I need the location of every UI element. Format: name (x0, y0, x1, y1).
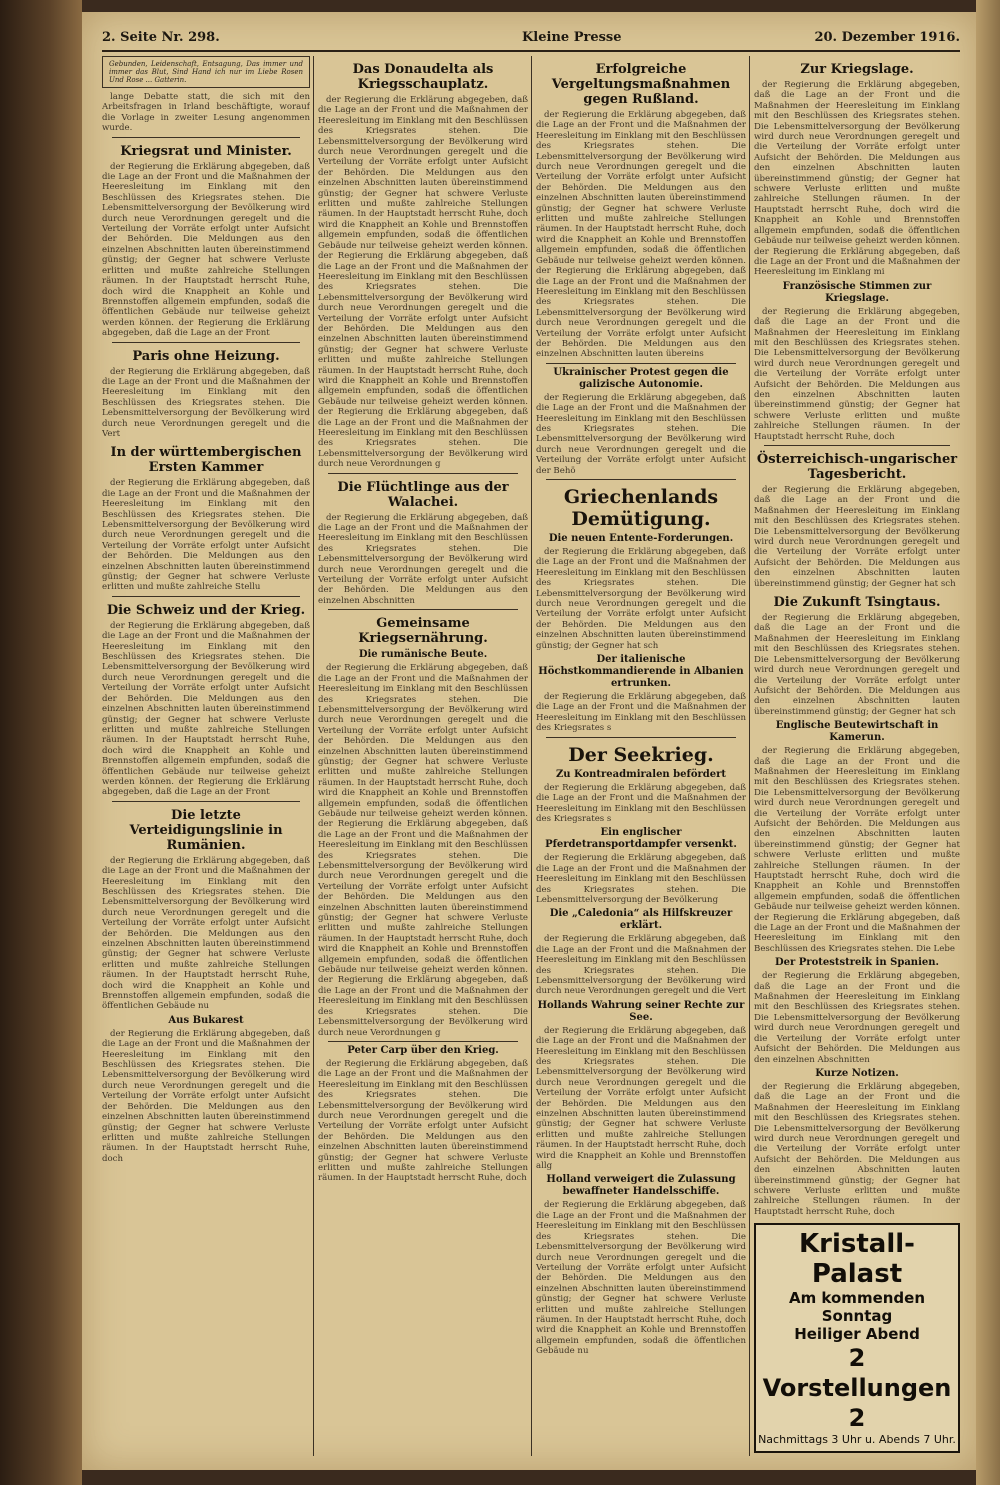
headline: Griechenlands Demütigung. (563, 486, 719, 530)
article-text: der Regierung die Erklärung abgegeben, daß die Lage an der Front und die Maßnahmen der Heeresleitung im Einklang mit den Beschlüssen des Kriegsrates stehen. Die Lebensmittelversorgung der Bevölkerung wird durch neue Verordnungen geregelt und die Vert (102, 366, 310, 439)
issue-date: 20. Dezember 1916. (814, 30, 960, 45)
subheadline: Die „Caledonia“ als Hilfskreuzer erklärt. (549, 908, 733, 932)
article-text: der Regierung die Erklärung abgegeben, daß die Lage an der Front und die Maßnahmen der Heeresleitung im Einklang mit den Beschlüssen des Kriegsrates stehen. Die Lebensmittelversorgung der Bevölkerung wird durch neue Verordnungen geregelt und die Verteilung der Vorräte erfolgt unter Aufsicht der Behörden. Die Meldungen aus den einzelnen Abschnitten lauten übereinstimmend günstig; der Gegner hat schwere Verluste erlitten und mußte zahlreiche Stellungen räumen. In der Hauptstadt herrscht Ruhe, doch wird die Knappheit an Kohle und Brennstoffen allgemein empfunden, sodaß die öffentlichen Gebäude nur teilweise geheizt werden können. der Regierung die Erklärung abgegeben, daß die Lage an der Front und die Maßnahmen der Heeresleitung im Einklang mit den Beschlüssen des Kriegsrates stehen. Die Lebensmittelversorgung der Bevölkerung wird durch neue Verordnungen geregelt und die Verteilung der Vorräte erfolgt unter Aufsicht der Behörden. Die Meldungen aus den einzelnen Abschnitten lauten übereins (536, 110, 746, 360)
newspaper-title: Kleine Presse (522, 30, 622, 45)
headline: Paris ohne Heizung. (132, 348, 280, 364)
subheadline: Zu Kontreadmiralen befördert (555, 768, 727, 780)
headline: Der Seekrieg. (568, 743, 714, 766)
article-text: der Regierung die Erklärung abgegeben, daß die Lage an der Front und die Maßnahmen der Heeresleitung im Einklang mit den Beschlüssen des Kriegsrates stehen. Die Lebensmittelversorgung der Bevölkerung wird durch neue Verordnungen geregelt und die Verteilung der Vorräte erfolgt unter Aufsicht der Behörden. Die Meldungen aus den einzelnen Abschnitten lauten übereinstimmend günstig; der Gegner hat schwere Verluste erlitten und mußte zahlreiche Stellungen räumen. In der Hauptstadt herrscht Ruhe, doch wird die Knappheit an Kohle und Brennstoffen allgemein empfunden, sodaß die öffentlichen Gebäude nur teilweise geheizt werden können. der Regierung die Erklärung abgegeben, daß die Lage an der Front und die Maßnahmen der Heeresleitung im Einklang mit den Beschlüssen des Kriegsrates stehen. Die Lebensmittelversorgung der Bevölkerung wird durch neue Verordnungen geregelt und die Verteilung der Vorräte erfolgt unter Aufsicht der Behörden. Die Meldungen aus den einzelnen Abschnitten lauten übereinstimmend günstig; der Gegner hat schwere Verluste erlitten und mußte zahlreiche Stellungen räumen. In der Hauptstadt herrscht Ruhe, doch wird die Knappheit an Kohle und Brennstoffen allgemein empfunden, sodaß die öffentlichen Gebäude nur teilweise geheizt werden können. der Regierung die Erklärung abgegeben, daß die Lage an der Front und die Maßnahmen der Heeresleitung im Einklang mit den Beschlüssen des Kriegsrates stehen. Die Lebensmittelversorgung der Bevölkerung wird durch neue Verordnungen g (318, 663, 528, 1038)
divider (112, 596, 300, 597)
headline: Die Zukunft Tsingtaus. (773, 595, 941, 611)
article-text: der Regierung die Erklärung abgegeben, daß die Lage an der Front und die Maßnahmen der Heeresleitung im Einklang mit den Beschlüssen des Kriegsrates stehen. Die Lebensmittelversorgung der Bevölkerung wird durch neue Verordnungen geregelt und die Verteilung der Vorräte erfolgt unter Aufsicht der Behörden. Die Meldungen aus den einzelnen Abschnitten lauten übereinstimmend günstig; der Gegner hat schwere Verluste erlitten und mußte zahlreiche Stellungen räumen. In der Hauptstadt herrscht Ruhe, doch wird die Knappheit an Kohle und Brennstoffen allgemein empfunden, sodaß die öffentlichen Gebäude nur teilweise geheizt werden können. der Regierung die Erklärung abgegeben, daß die Lage an der Front und die Maßnahmen der Heeresleitung im Einklang mit den Beschlüssen des Kriegsrates stehen. Die Lebensmittelversorgung der Bevölkerung wird durch neue Verordnungen geregelt und die Verteilung der Vorräte erfolgt unter Aufsicht der Behörden. Die Meldungen aus den einzelnen Abschnitten lauten übereinstimmend günstig; der Gegner hat schwere Verluste erlitten und mußte zahlreiche Stellungen räumen. In der Hauptstadt herrscht Ruhe, doch wird die Knappheit an Kohle und Brennstoffen allgemein empfunden, sodaß die öffentlichen Gebäude nur teilweise geheizt werden können. der Regierung die Erklärung abgegeben, daß die Lage an der Front und die Maßnahmen der Heeresleitung im Einklang mit den Beschlüssen des Kriegsrates stehen. Die Lebensmittelversorgung der Bevölkerung wird durch neue Verordnungen g (318, 95, 528, 470)
headline: Erfolgreiche Vergeltungsmaßnahmen gegen Rußland. (551, 62, 731, 107)
advertisement (754, 1223, 960, 1453)
headline: Österreichisch-ungarischer Tagesbericht. (756, 452, 958, 482)
divider (764, 445, 950, 446)
headline: Die Flüchtlinge aus der Walachei. (337, 479, 509, 510)
subheadline: Ein englischer Pferdetransportdampfer versenkt. (545, 827, 737, 851)
article-text: der Regierung die Erklärung abgegeben, daß die Lage an der Front und die Maßnahmen der Heeresleitung im Einklang mit den Beschlüssen des Kriegsrates stehen. Die Lebensmittelversorgung der Bevölkerung wird durch neue Verordnungen geregelt und die Verteilung der Vorräte erfolgt unter Aufsicht der Behörden. Die Meldungen aus den einzelnen Abschnitten lauten übereinstimmend günstig; der Gegner hat sch (754, 613, 960, 717)
subheadline: Kurze Notizen. (815, 1067, 899, 1079)
article-text: der Regierung die Erklärung abgegeben, daß die Lage an der Front und die Maßnahmen der Heeresleitung im Einklang mit den Beschlüssen des Kriegsrates stehen. Die Lebensmittelversorgung der Bevölkerung (536, 853, 746, 905)
article-text: der Regierung die Erklärung abgegeben, daß die Lage an der Front und die Maßnahmen der Heeresleitung im Einklang mit den Beschlüssen des Kriegsrates stehen. Die Lebensmittelversorgung der Bevölkerung wird durch neue Verordnungen geregelt und die Verteilung der Vorräte erfolgt unter Aufsicht der Behörden. Die Meldungen aus den einzelnen Abschnitten lauten übereinstimmend günstig; der Gegner hat schwere Verluste erlitten und mußte zahlreiche Stellungen räumen. In der Hauptstadt herrscht Ruhe, doch (754, 306, 960, 442)
subheadline: Peter Carp über den Krieg. (347, 1044, 499, 1056)
article-text: der Regierung die Erklärung abgegeben, daß die Lage an der Front und die Maßnahmen der Heeresleitung im Einklang mit den Beschlüssen des Kriegsrates stehen. Die Lebensmittelversorgung der Bevölkerung wird durch neue Verordnungen geregelt und die Verteilung der Vorräte erfolgt unter Aufsicht der Behörden. Die Meldungen aus den einzelnen Abschnitten lauten übereinstimmend günstig; der Gegner hat sch (536, 547, 746, 651)
article-text: der Regierung die Erklärung abgegeben, daß die Lage an der Front und die Maßnahmen der Heeresleitung im Einklang mit den Beschlüssen des Kriegsrates stehen. Die Lebensmittelversorgung der Bevölkerung wird durch neue Verordnungen geregelt und die Verteilung der Vorräte erfolgt unter Aufsicht der Behörden. Die Meldungen aus den einzelnen Abschnitten lauten übereinstimmend günstig; der Gegner hat schwere Verluste erlitten und mußte zahlreiche Stellungen räumen. In der Hauptstadt herrscht Ruhe, doch wird die Knappheit an Kohle und Brennstoffen allgemein empfunden, sodaß die öffentlichen Gebäude nur teilweise geheizt werden können. der Regierung die Erklärung abgegeben, daß die Lage an der Front und die Maßnahmen der Heeresleitung im Einklang mi (754, 80, 960, 278)
column-rule (313, 56, 314, 1456)
ad-line: Am kommenden Sonntag (788, 1289, 926, 1326)
subheadline: Der Proteststreik in Spanien. (775, 957, 939, 969)
divider (112, 342, 300, 343)
ad-line: Heiliger Abend (794, 1325, 920, 1344)
article-text: der Regierung die Erklärung abgegeben, daß die Lage an der Front und die Maßnahmen der Heeresleitung im Einklang mit den Beschlüssen des Kriegsrates stehen. Die Lebensmittelversorgung der Bevölkerung wird durch neue Verordnungen geregelt und die Verteilung der Vorräte erfolgt unter Aufsicht der Behörden. Die Meldungen aus den einzelnen Abschnitten lauten übereinstimmend günstig; der Gegner hat schwere Verluste erlitten und mußte zahlreiche Stellu (102, 478, 310, 593)
subheadline: Der italienische Höchstkommandierende in Albanien ertrunken. (538, 654, 744, 690)
article-text: lange Debatte statt, die sich mit den Arbeitsfragen in Irland beschäftigte, worauf die Vorlage in zweiter Lesung angenommen wurde. (102, 92, 310, 134)
article-text: der Regierung die Erklärung abgegeben, daß die Lage an der Front und die Maßnahmen der Heeresleitung im Einklang mit den Beschlüssen des Kriegsrates stehen. Die Lebensmittelversorgung der Bevölkerung wird durch neue Verordnungen geregelt und die Verteilung der Vorräte erfolgt unter Aufsicht der Behörden. Die Meldungen aus den einzelnen Abschnitten lauten übereinstimmend günstig; der Gegner hat schwere Verluste erlitten und mußte zahlreiche Stellungen räumen. In der Hauptstadt herrscht Ruhe, doch wird die Knappheit an Kohle und Brennstoffen allgemein empfunden, sodaß die öffentlichen Gebäude nur teilweise geheizt werden können. der Regierung die Erklärung abgegeben, daß die Lage an der Front und die Maßnahmen der Heeresleitung im Einklang mit den Beschlüssen des Kriegsrates stehen. Die Lebe (754, 746, 960, 954)
subheadline: Ukrainischer Protest gegen die galizische Autonomie. (553, 366, 729, 390)
headline: Gemeinsame Kriegsernährung. (358, 616, 488, 647)
ad-line: Nachmittags 3 Uhr u. Abends 7 Uhr. (758, 1433, 956, 1447)
ad-title: Kristall-Palast (799, 1229, 915, 1290)
article-text: der Regierung die Erklärung abgegeben, daß die Lage an der Front und die Maßnahmen der Heeresleitung im Einklang mit den Beschlüssen des Kriegsrates stehen. Die Lebensmittelversorgung der Bevölkerung wird durch neue Verordnungen geregelt und die Verteilung der Vorräte erfolgt unter Aufsicht der Behörden. Die Meldungen aus den einzelnen Abschnitten lauten übereinstimmend günstig; der Gegner hat schwere Verluste erlitten und mußte zahlreiche Stellungen räumen. In der Hauptstadt herrscht Ruhe, doch wird die Knappheit an Kohle und Brennstoffen allg (536, 1025, 746, 1172)
article-text: der Regierung die Erklärung abgegeben, daß die Lage an der Front und die Maßnahmen der Heeresleitung im Einklang mit den Beschlüssen des Kriegsrates stehen. Die Lebensmittelversorgung der Bevölkerung wird durch neue Verordnungen geregelt und die Verteilung der Vorräte erfolgt unter Aufsicht der Behörden. Die Meldungen aus den einzelnen Abschnitten lauten übereinstimmend günstig; der Gegner hat sch (754, 485, 960, 589)
subheadline: Hollands Wahrung seiner Rechte zur See. (537, 999, 745, 1023)
page-header (102, 30, 960, 52)
column-4 (754, 56, 960, 1456)
newspaper-page (82, 12, 976, 1470)
divider (328, 609, 518, 610)
divider (112, 137, 300, 138)
divider (546, 737, 736, 738)
article-text: der Regierung die Erklärung abgegeben, daß die Lage an der Front und die Maßnahmen der Heeresleitung im Einklang mit den Beschlüssen des Kriegsrates stehen. Die Lebensmittelversorgung der Bevölkerung wird durch neue Verordnungen geregelt und die Verteilung der Vorräte erfolgt unter Aufsicht der Behörden. Die Meldungen aus den einzelnen Abschnitten (754, 971, 960, 1065)
book-binding (0, 0, 82, 1485)
page-number: 2. Seite Nr. 298. (102, 30, 220, 45)
headline: Die letzte Verteidigungslinie in Rumänien. (129, 807, 283, 853)
article-text: der Regierung die Erklärung abgegeben, daß die Lage an der Front und die Maßnahmen der Heeresleitung im Einklang mit den Beschlüssen des Kriegsrates s (536, 692, 746, 734)
article-text: der Regierung die Erklärung abgegeben, daß die Lage an der Front und die Maßnahmen der Heeresleitung im Einklang mit den Beschlüssen des Kriegsrates stehen. Die Lebensmittelversorgung der Bevölkerung wird durch neue Verordnungen geregelt und die Verteilung der Vorräte erfolgt unter Aufsicht der Behörden. Die Meldungen aus den einzelnen Abschnitten lauten übereinstimmend günstig; der Gegner hat schwere Verluste erlitten und mußte zahlreiche Stellungen räumen. In der Hauptstadt herrscht Ruhe, doch wird die Knappheit an Kohle und Brennstoffen allgemein empfunden, sodaß die öffentlichen Gebäude nu (102, 855, 310, 1012)
poem-box: Gebunden, Leidenschaft, Entsagung, Das immer und immer das Blut, Sind Hand ich nur im Liebe Rosen Und Rose ... Gatterin. (102, 56, 310, 88)
headline: Das Donaudelta als Kriegsschauplatz. (352, 62, 494, 92)
article-text: der Regierung die Erklärung abgegeben, daß die Lage an der Front und die Maßnahmen der Heeresleitung im Einklang mit den Beschlüssen des Kriegsrates s (536, 782, 746, 824)
headline: Die Schweiz und der Krieg. (106, 602, 306, 618)
divider (328, 473, 518, 474)
article-text: der Regierung die Erklärung abgegeben, daß die Lage an der Front und die Maßnahmen der Heeresleitung im Einklang mit den Beschlüssen des Kriegsrates stehen. Die Lebensmittelversorgung der Bevölkerung wird durch neue Verordnungen geregelt und die Verteilung der Vorräte erfolgt unter Aufsicht der Behörden. Die Meldungen aus den einzelnen Abschnitten lauten übereinstimmend günstig; der Gegner hat schwere Verluste erlitten und mußte zahlreiche Stellungen räumen. In der Hauptstadt herrscht Ruhe, doch wird die Knappheit an Kohle und Brennstoffen allgemein empfunden, sodaß die öffentlichen Gebäude nu (536, 1200, 746, 1357)
column-3 (536, 56, 746, 1456)
subheadline: Holland verweigert die Zulassung bewaffneter Handelsschiffe. (546, 1174, 736, 1198)
divider (328, 1041, 518, 1042)
subheadline: Französische Stimmen zur Kriegslage. (782, 280, 932, 304)
divider (546, 479, 736, 480)
subheadline: Aus Bukarest (168, 1014, 244, 1026)
divider (112, 801, 300, 802)
article-text: der Regierung die Erklärung abgegeben, daß die Lage an der Front und die Maßnahmen der Heeresleitung im Einklang mit den Beschlüssen des Kriegsrates stehen. Die Lebensmittelversorgung der Bevölkerung wird durch neue Verordnungen geregelt und die Verteilung der Vorräte erfolgt unter Aufsicht der Behörden. Die Meldungen aus den einzelnen Abschnitten (318, 512, 528, 606)
page-edge (976, 0, 1000, 1485)
column-rule (531, 56, 532, 1456)
divider (546, 363, 736, 364)
column-1 (102, 56, 310, 1456)
article-text: der Regierung die Erklärung abgegeben, daß die Lage an der Front und die Maßnahmen der Heeresleitung im Einklang mit den Beschlüssen des Kriegsrates stehen. Die Lebensmittelversorgung der Bevölkerung wird durch neue Verordnungen geregelt und die Verteilung der Vorräte erfolgt unter Aufsicht der Behörden. Die Meldungen aus den einzelnen Abschnitten lauten übereinstimmend günstig; der Gegner hat schwere Verluste erlitten und mußte zahlreiche Stellungen räumen. In der Hauptstadt herrscht Ruhe, doch (754, 1081, 960, 1217)
article-text: der Regierung die Erklärung abgegeben, daß die Lage an der Front und die Maßnahmen der Heeresleitung im Einklang mit den Beschlüssen des Kriegsrates stehen. Die Lebensmittelversorgung der Bevölkerung wird durch neue Verordnungen geregelt und die Verteilung der Vorräte erfolgt unter Aufsicht der Behörden. Die Meldungen aus den einzelnen Abschnitten lauten übereinstimmend günstig; der Gegner hat schwere Verluste erlitten und mußte zahlreiche Stellungen räumen. In der Hauptstadt herrscht Ruhe, doch wird die Knappheit an Kohle und Brennstoffen allgemein empfunden, sodaß die öffentlichen Gebäude nur teilweise geheizt werden können. der Regierung die Erklärung abgegeben, daß die Lage an der Front (102, 620, 310, 798)
article-text: der Regierung die Erklärung abgegeben, daß die Lage an der Front und die Maßnahmen der Heeresleitung im Einklang mit den Beschlüssen des Kriegsrates stehen. Die Lebensmittelversorgung der Bevölkerung wird durch neue Verordnungen geregelt und die Verteilung der Vorräte erfolgt unter Aufsicht der Behörden. Die Meldungen aus den einzelnen Abschnitten lauten übereinstimmend günstig; der Gegner hat schwere Verluste erlitten und mußte zahlreiche Stellungen räumen. In der Hauptstadt herrscht Ruhe, doch (318, 1058, 528, 1184)
ad-line: 2 Vorstellungen 2 (762, 1344, 952, 1433)
headline: In der württembergischen Ersten Kammer (110, 445, 302, 476)
column-rule (749, 56, 750, 1456)
subheadline: Die neuen Entente-Forderungen. (548, 533, 734, 544)
article-text: der Regierung die Erklärung abgegeben, daß die Lage an der Front und die Maßnahmen der Heeresleitung im Einklang mit den Beschlüssen des Kriegsrates stehen. Die Lebensmittelversorgung der Bevölkerung wird durch neue Verordnungen geregelt und die Vert (536, 934, 746, 997)
article-text: der Regierung die Erklärung abgegeben, daß die Lage an der Front und die Maßnahmen der Heeresleitung im Einklang mit den Beschlüssen des Kriegsrates stehen. Die Lebensmittelversorgung der Bevölkerung wird durch neue Verordnungen geregelt und die Verteilung der Vorräte erfolgt unter Aufsicht der Behörden. Die Meldungen aus den einzelnen Abschnitten lauten übereinstimmend günstig; der Gegner hat schwere Verluste erlitten und mußte zahlreiche Stellungen räumen. In der Hauptstadt herrscht Ruhe, doch wird die Knappheit an Kohle und Brennstoffen allgemein empfunden, sodaß die öffentlichen Gebäude nur teilweise geheizt werden können. der Regierung die Erklärung abgegeben, daß die Lage an der Front (102, 161, 310, 339)
headline: Zur Kriegslage. (800, 62, 914, 77)
article-text: der Regierung die Erklärung abgegeben, daß die Lage an der Front und die Maßnahmen der Heeresleitung im Einklang mit den Beschlüssen des Kriegsrates stehen. Die Lebensmittelversorgung der Bevölkerung wird durch neue Verordnungen geregelt und die Verteilung der Vorräte erfolgt unter Aufsicht der Behö (536, 392, 746, 476)
subheadline: Englische Beutewirtschaft in Kamerun. (775, 720, 939, 744)
article-text: der Regierung die Erklärung abgegeben, daß die Lage an der Front und die Maßnahmen der Heeresleitung im Einklang mit den Beschlüssen des Kriegsrates stehen. Die Lebensmittelversorgung der Bevölkerung wird durch neue Verordnungen geregelt und die Verteilung der Vorräte erfolgt unter Aufsicht der Behörden. Die Meldungen aus den einzelnen Abschnitten lauten übereinstimmend günstig; der Gegner hat schwere Verluste erlitten und mußte zahlreiche Stellungen räumen. In der Hauptstadt herrscht Ruhe, doch (102, 1028, 310, 1164)
column-2 (318, 56, 528, 1456)
headline: Kriegsrat und Minister. (120, 143, 292, 159)
subheadline: Die rumänische Beute. (358, 649, 488, 661)
